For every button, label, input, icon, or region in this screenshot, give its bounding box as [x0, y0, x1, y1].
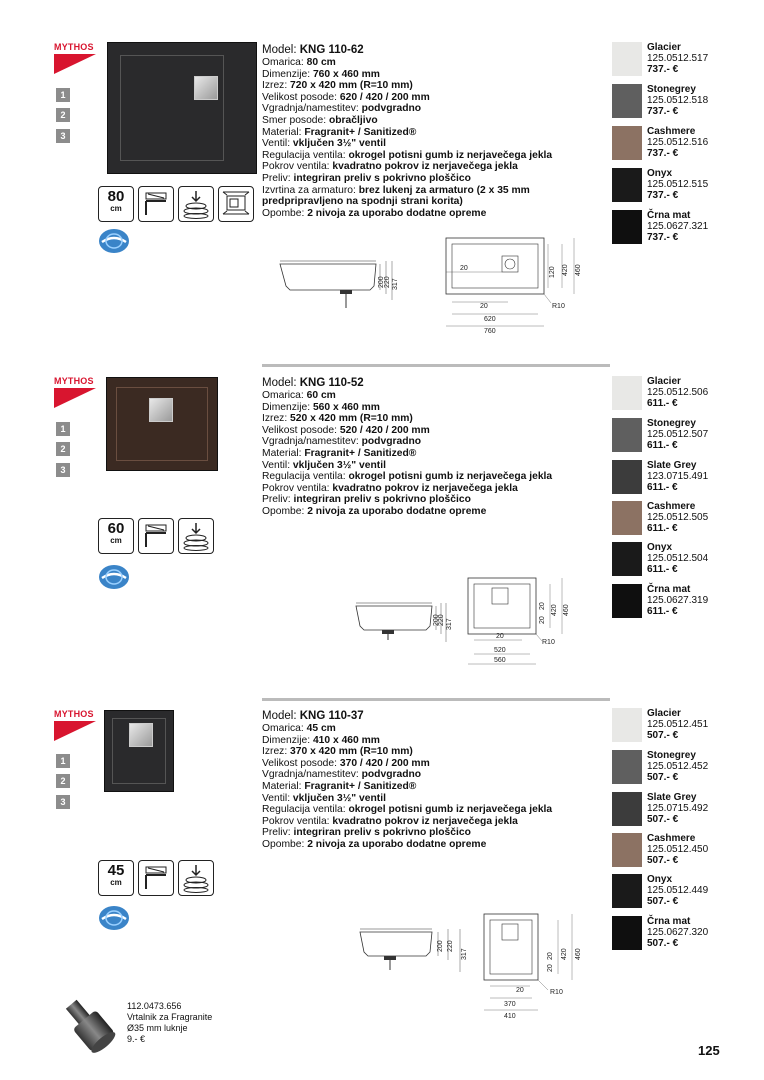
step-number-3: 3	[56, 795, 70, 809]
mythos-logo	[54, 42, 98, 72]
two-level-icon	[178, 186, 214, 222]
color-swatch	[612, 584, 642, 618]
dim-side-2: 317	[461, 948, 468, 960]
color-swatch	[612, 126, 642, 160]
mythos-label: MYTHOS	[54, 376, 94, 386]
mythos-label: MYTHOS	[54, 42, 94, 52]
page-number: 125	[698, 1043, 720, 1058]
spec-line: Material: Fragranit+ / Sanitized®	[262, 447, 417, 459]
spec-line: Izrez: 720 x 420 mm (R=10 mm)	[262, 80, 413, 92]
step-number-3: 3	[56, 463, 70, 477]
dim-side-1: 220	[438, 614, 445, 626]
dim-bottom-0: 20	[516, 987, 524, 994]
dim-top-1: 20	[539, 616, 546, 624]
color-swatch	[612, 542, 642, 576]
dim-bottom-3: 410	[504, 1013, 516, 1020]
mythos-flag-icon	[54, 719, 96, 741]
sink-image	[106, 377, 218, 471]
step-number-2: 2	[56, 442, 70, 456]
spec-list	[262, 710, 552, 851]
mythos-flag-icon	[54, 386, 96, 408]
dim-side-2: 317	[446, 618, 453, 630]
dim-top-1: 120	[549, 266, 556, 278]
spec-line: Model: KNG 110-52	[262, 377, 364, 389]
dim-side-0: 200	[378, 276, 385, 288]
dim-top-0: 20	[547, 952, 554, 960]
accessory-info	[127, 1001, 212, 1045]
spec-line: Preliv: integriran preliv s pokrivno ploščico	[262, 827, 471, 839]
dim-top-3: 460	[575, 264, 582, 276]
color-swatch	[612, 210, 642, 244]
cabinet-size-icon: 45 cm	[98, 860, 134, 896]
dim-top-2: 420	[562, 264, 569, 276]
spec-line: Regulacija ventila: okrogel potisni gumb iz nerjavečega jekla	[262, 804, 553, 816]
dim-side-0: 200	[437, 940, 444, 952]
dim-bottom-0: 20	[480, 303, 488, 310]
dim-bottom-1: R10	[552, 303, 565, 310]
spec-line: Ventil: vključen 3½" ventil	[262, 138, 386, 150]
technical-drawing	[276, 236, 586, 336]
spec-line: Regulacija ventila: okrogel potisni gumb iz nerjavečega jekla	[262, 471, 553, 483]
spec-line: Ventil: vključen 3½" ventil	[262, 459, 386, 471]
undermount-icon	[138, 518, 174, 554]
technical-drawing	[356, 912, 586, 1024]
color-swatch	[612, 792, 642, 826]
dim-top-2: 420	[561, 948, 568, 960]
dim-top-0: 20	[539, 602, 546, 610]
accessory-code: 112.0473.656	[127, 1001, 182, 1011]
spec-line: Preliv: integriran preliv s pokrivno ploščico	[262, 494, 471, 506]
step-number-1: 1	[56, 754, 70, 768]
sanitized-icon	[97, 228, 131, 254]
color-swatch	[612, 708, 642, 742]
step-number-2: 2	[56, 774, 70, 788]
sink-image	[107, 42, 257, 174]
spec-line: Material: Fragranit+ / Sanitized®	[262, 780, 417, 792]
sanitized-icon	[97, 905, 131, 931]
color-swatch	[612, 168, 642, 202]
cabinet-size-icon: 80 cm	[98, 186, 134, 222]
spec-line: Material: Fragranit+ / Sanitized®	[262, 126, 417, 138]
spec-line: Omarica: 80 cm	[262, 57, 336, 68]
dim-top-0: 20	[460, 265, 468, 272]
spec-list	[262, 44, 552, 219]
spec-line: Opombe: 2 nivoja za uporabo dodatne opreme	[262, 207, 487, 219]
mythos-logo	[54, 709, 98, 739]
spec-line: Izrez: 520 x 420 mm (R=10 mm)	[262, 413, 413, 425]
color-swatch	[612, 460, 642, 494]
spec-line: Dimenzije: 410 x 460 mm	[262, 734, 380, 746]
spec-line: Model: KNG 110-62	[262, 44, 364, 56]
spec-line: Pokrov ventila: kvadratno pokrov iz nerjavečega jekla	[262, 815, 518, 827]
spec-line: Preliv: integriran preliv s pokrivno ploščico	[262, 172, 471, 184]
dim-top-1: 20	[547, 964, 554, 972]
color-swatch	[612, 84, 642, 118]
spec-line: Velikost posode: 620 / 420 / 200 mm	[262, 91, 430, 103]
spec-line: Velikost posode: 370 / 420 / 200 mm	[262, 757, 430, 769]
dim-bottom-0: 20	[496, 633, 504, 640]
spec-line: Izrez: 370 x 420 mm (R=10 mm)	[262, 746, 413, 758]
drain-cover	[149, 398, 173, 422]
dim-side-2: 317	[392, 278, 399, 290]
sanitized-icon	[97, 564, 131, 590]
step-number-1: 1	[56, 88, 70, 102]
color-swatch	[612, 750, 642, 784]
spec-line: Vgradnja/namestitev: podvgradno	[262, 103, 422, 115]
dim-side-1: 220	[447, 940, 454, 952]
spec-line: Ventil: vključen 3½" ventil	[262, 792, 386, 804]
accessory-desc: Ø35 mm luknje	[127, 1023, 188, 1033]
step-number-1: 1	[56, 422, 70, 436]
mythos-flag-icon	[54, 52, 96, 74]
undermount-icon	[138, 860, 174, 896]
color-swatch	[612, 874, 642, 908]
dim-bottom-3: 760	[484, 328, 496, 335]
spec-list	[262, 377, 552, 518]
spec-line: Pokrov ventila: kvadratno pokrov iz nerjavečega jekla	[262, 161, 518, 173]
dim-bottom-1: R10	[550, 989, 563, 996]
two-level-icon	[178, 860, 214, 896]
color-swatch	[612, 916, 642, 950]
spec-line: Opombe: 2 nivoja za uporabo dodatne opreme	[262, 505, 487, 517]
dim-side-1: 220	[384, 276, 391, 288]
spec-line: Model: KNG 110-37	[262, 710, 364, 722]
accessory-name: Vrtalnik za Fragranite	[127, 1012, 213, 1022]
spec-line: Regulacija ventila: okrogel potisni gumb iz nerjavečega jekla	[262, 149, 553, 161]
dim-top-3: 460	[575, 948, 582, 960]
color-swatch	[612, 376, 642, 410]
reversible-icon	[218, 186, 254, 222]
dim-bottom-1: R10	[542, 639, 555, 646]
color-swatch	[612, 833, 642, 867]
two-level-icon	[178, 518, 214, 554]
spec-line: Izvrtina za armaturo: brez lukenj za armaturo (2 x 35 mm	[262, 184, 530, 196]
section-divider	[262, 364, 610, 367]
accessory-price: 9.- €	[127, 1034, 146, 1044]
spec-line: Vgradnja/namestitev: podvgradno	[262, 436, 422, 448]
spec-line: Omarica: 60 cm	[262, 390, 336, 401]
dim-bottom-3: 560	[494, 657, 506, 664]
color-swatch	[612, 501, 642, 535]
dim-bottom-2: 620	[484, 316, 496, 323]
spec-line: predpripravljeno na spodnji strani korita)	[262, 196, 463, 208]
drain-cover	[194, 76, 218, 100]
cabinet-size-icon: 60 cm	[98, 518, 134, 554]
section-divider	[262, 698, 610, 701]
drill-bit-icon	[60, 995, 122, 1053]
step-number-2: 2	[56, 108, 70, 122]
drain-cover	[129, 723, 153, 747]
color-swatch	[612, 42, 642, 76]
undermount-icon	[138, 186, 174, 222]
spec-line: Dimenzije: 760 x 460 mm	[262, 68, 380, 80]
spec-line: Omarica: 45 cm	[262, 723, 336, 734]
dim-bottom-2: 370	[504, 1001, 516, 1008]
mythos-label: MYTHOS	[54, 709, 94, 719]
spec-line: Dimenzije: 560 x 460 mm	[262, 401, 380, 413]
dim-bottom-2: 520	[494, 647, 506, 654]
color-swatch	[612, 418, 642, 452]
dim-top-3: 460	[563, 604, 570, 616]
mythos-logo	[54, 376, 98, 406]
step-number-3: 3	[56, 129, 70, 143]
dim-side-0: 200	[433, 614, 440, 626]
spec-line: Pokrov ventila: kvadratno pokrov iz nerjavečega jekla	[262, 482, 518, 494]
technical-drawing	[352, 576, 584, 680]
dim-top-2: 420	[551, 604, 558, 616]
spec-line: Opombe: 2 nivoja za uporabo dodatne opreme	[262, 838, 487, 850]
spec-line: Vgradnja/namestitev: podvgradno	[262, 769, 422, 781]
spec-line: Velikost posode: 520 / 420 / 200 mm	[262, 424, 430, 436]
spec-line: Smer posode: obračljivo	[262, 114, 378, 126]
sink-image	[104, 710, 174, 792]
